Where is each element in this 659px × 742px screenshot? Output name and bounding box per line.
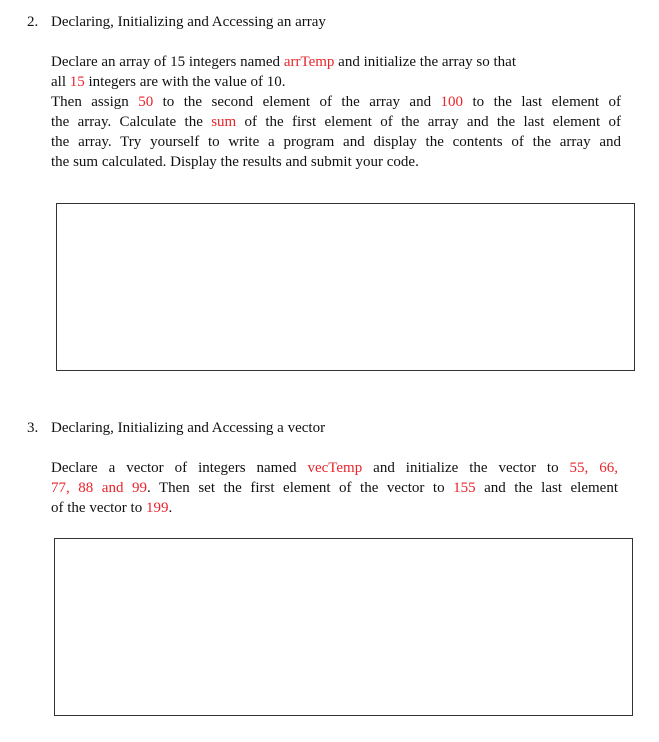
highlighted-term: 15: [69, 74, 85, 90]
highlighted-term: 155: [453, 480, 476, 496]
instruction-line: [51, 478, 618, 498]
text-run: Declare an array of 15 integers named: [51, 54, 284, 70]
text-run: . Then set the first element of the vector to: [146, 480, 454, 496]
text-run: and the last element: [475, 480, 618, 496]
instruction-line: [51, 92, 621, 112]
section-2-title: Declaring, Initializing and Accessing an array: [51, 14, 326, 30]
instruction-line: [51, 152, 621, 172]
section-2-instructions: [51, 52, 621, 172]
text-run: Declare a vector of integers named: [51, 460, 308, 476]
section-3-instructions: [51, 458, 618, 518]
section-2-answer-box[interactable]: [56, 203, 635, 371]
highlighted-term: 55, 66,: [569, 460, 618, 476]
instruction-line: [51, 458, 618, 478]
text-run: of the vector to: [51, 500, 146, 516]
text-run: integers are with the value of 10.: [84, 74, 286, 90]
section-2-heading: [27, 13, 326, 31]
text-run: all: [51, 74, 70, 90]
text-run: the sum calculated. Display the results and submit your code.: [51, 154, 419, 170]
highlighted-term: vecTemp: [307, 460, 363, 476]
instruction-line: [51, 72, 621, 92]
section-2-number: 2.: [27, 14, 39, 30]
highlighted-term: arrTemp: [283, 54, 335, 70]
section-3-number: 3.: [27, 420, 39, 436]
text-run: and initialize the array so that: [334, 54, 517, 70]
text-run: of the first element of the array and the last element of: [236, 114, 621, 130]
text-run: to the second element of the array and: [153, 94, 441, 110]
instruction-line: [51, 132, 621, 152]
instruction-line: [51, 112, 621, 132]
highlighted-term: 50: [138, 94, 154, 110]
text-run: the array. Try yourself to write a program and display the contents of the array and: [51, 134, 621, 150]
text-run: and initialize the vector to: [362, 460, 570, 476]
highlighted-term: 199: [145, 500, 169, 516]
text-run: Then assign: [51, 94, 139, 110]
highlighted-term: 100: [440, 94, 464, 110]
text-run: to the last element of: [463, 94, 622, 110]
instruction-line: [51, 52, 621, 72]
section-3-answer-box[interactable]: [54, 538, 633, 716]
highlighted-term: 77, 88 and 99: [51, 480, 147, 496]
instruction-line: [51, 498, 618, 518]
highlighted-term: sum: [211, 114, 237, 130]
section-3-title: Declaring, Initializing and Accessing a vector: [51, 420, 326, 436]
section-3-heading: [27, 419, 325, 437]
text-run: .: [168, 500, 173, 516]
text-run: the array. Calculate the: [51, 114, 212, 130]
